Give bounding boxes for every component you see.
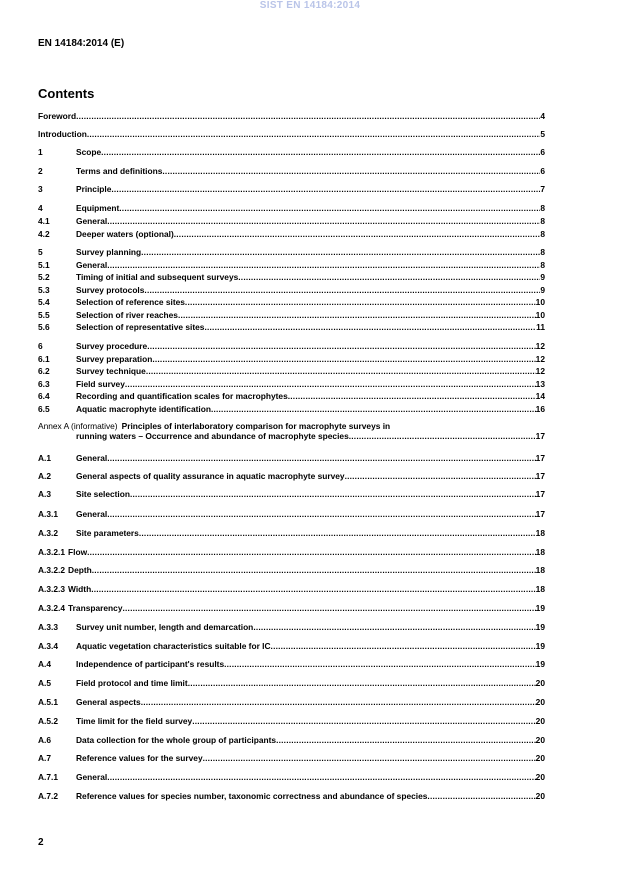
toc-entry-page: 9 [540,285,545,295]
toc-entry-number: 4 [38,203,43,213]
leader-dots [119,203,540,213]
leader-dots [192,716,535,726]
toc-entry-page: 20 [535,772,545,782]
leader-dots [122,603,535,613]
watermark: SIST EN 14184:2014 [259,0,361,11]
leader-dots [152,354,535,364]
toc-entry-page: 18 [535,584,545,594]
toc-entry-title: General [76,509,108,519]
toc-entry[interactable] [38,285,545,295]
toc-entry[interactable] [38,489,545,499]
toc-entry-page: 17 [535,431,545,441]
leader-dots [162,166,540,176]
toc-entry-page: 20 [535,753,545,763]
toc-entry-number: 2 [38,166,43,176]
leader-dots [253,622,535,632]
toc-entry[interactable] [38,203,545,213]
leader-dots [91,584,535,594]
leader-dots [144,285,540,295]
toc-entry-title-cont: running waters – Occurrence and abundance of macrophyte species [76,431,349,441]
page-title: Contents [38,86,95,101]
toc-entry-page: 17 [535,509,545,519]
toc-entry-title: Selection of river reaches [76,310,178,320]
toc-entry-title: Transparency [68,603,123,613]
toc-entry[interactable] [38,354,545,364]
toc-entry-number: 6 [38,341,43,351]
toc-entry[interactable] [38,584,545,594]
toc-entry-page: 8 [540,203,545,213]
toc-entry-number: A.1 [38,453,52,463]
toc-entry[interactable] [38,641,545,651]
toc-entry-title: Survey preparation [76,354,153,364]
toc-entry[interactable] [38,471,545,481]
toc-entry[interactable] [38,659,545,669]
toc-entry[interactable] [38,528,545,538]
toc-entry-title: Field protocol and time limit [76,678,188,688]
toc-entry-number: A.3.2.3 [38,584,66,594]
annex-prefix: Annex A (informative) [38,421,118,431]
toc-entry[interactable] [38,509,545,519]
leader-dots [76,111,540,121]
leader-dots [87,129,540,139]
leader-dots [238,272,540,282]
toc-entry-title: Time limit for the field survey [76,716,193,726]
toc-entry[interactable] [38,391,545,401]
leader-dots [87,547,536,557]
toc-entry[interactable] [38,404,545,414]
toc-entry-number: 6.2 [38,366,50,376]
toc-entry-number: 4.1 [38,216,50,226]
toc-entry-title: General aspects [76,697,141,707]
toc-entry[interactable] [38,791,545,801]
toc-entry-title: Independence of participant's results [76,659,225,669]
toc-entry-number: A.7.1 [38,772,59,782]
toc-entry-title: Site selection [76,489,130,499]
toc-entry-title: Aquatic vegetation characteristics suitable for IC [76,641,271,651]
toc-entry-page: 17 [535,471,545,481]
toc-entry-page: 20 [535,791,545,801]
toc-entry[interactable] [38,216,545,226]
toc-entry-number: A.7 [38,753,52,763]
toc-entry-page: 9 [540,272,545,282]
toc-entry-title: Foreword [38,111,77,121]
leader-dots [188,678,536,688]
toc-entry-title: Depth [68,565,92,575]
toc-entry-number: 6.5 [38,404,50,414]
toc-entry-number: A.3.2.4 [38,603,66,613]
toc-entry[interactable] [38,129,545,139]
leader-dots [427,791,535,801]
toc-entry-title: Survey technique [76,366,146,376]
toc-entry-page: 17 [535,453,545,463]
toc-entry-title: Timing of initial and subsequent surveys [76,272,239,282]
toc-entry[interactable] [38,310,545,320]
toc-entry-page: 8 [540,229,545,239]
toc-entry-title: Scope [76,147,102,157]
leader-dots [107,260,540,270]
toc-entry[interactable] [38,453,545,463]
toc-entry-title: Equipment [76,203,120,213]
toc-entry[interactable] [38,184,545,194]
toc-entry[interactable] [38,565,545,575]
leader-dots [211,404,536,414]
toc-entry-number: 5.3 [38,285,50,295]
leader-dots [203,753,536,763]
toc-entry-title: General [76,216,108,226]
leader-dots [141,247,540,257]
toc-entry-page: 18 [535,528,545,538]
leader-dots [178,310,536,320]
toc-entry-page: 10 [535,310,545,320]
toc-entry-number: A.3.2 [38,528,59,538]
toc-entry-page: 12 [535,341,545,351]
toc-entry-number: 5.1 [38,260,50,270]
toc-entry-number: 1 [38,147,43,157]
toc-entry-page: 20 [535,735,545,745]
toc-entry-number: 5 [38,247,43,257]
toc-entry[interactable] [38,341,545,351]
leader-dots [345,471,536,481]
toc-entry[interactable] [38,297,545,307]
toc-entry-page: 12 [535,366,545,376]
toc-entry[interactable] [38,735,545,745]
toc-entry-page: 11 [536,322,545,332]
toc-entry[interactable] [38,716,545,726]
leader-dots [139,528,536,538]
toc-entry-title: Selection of representative sites [76,322,205,332]
leader-dots [224,659,536,669]
toc-entry-number: A.5.1 [38,697,59,707]
toc-entry[interactable] [38,772,545,782]
toc-entry-title: Survey protocols [76,285,145,295]
toc-entry-number: A.3 [38,489,52,499]
toc-entry[interactable] [38,366,545,376]
toc-entry-page: 4 [540,111,545,121]
toc-entry-page: 19 [535,622,545,632]
toc-entry-page: 20 [535,678,545,688]
leader-dots [288,391,536,401]
toc-entry-title: Site parameters [76,528,139,538]
toc-entry-title: Introduction [38,129,87,139]
toc-entry-page: 19 [535,641,545,651]
leader-dots [271,641,536,651]
toc-entry-title: Survey unit number, length and demarcation [76,622,254,632]
toc-entry-title: Data collection for the whole group of participants [76,735,277,745]
toc-entry-title: Selection of reference sites [76,297,185,307]
leader-dots [276,735,536,745]
toc-entry-page: 8 [540,247,545,257]
toc-entry-title: Width [68,584,92,594]
leader-dots [141,697,536,707]
toc-entry-page: 5 [540,129,545,139]
toc-entry-page: 12 [535,354,545,364]
leader-dots [204,322,536,332]
leader-dots [107,772,535,782]
toc-entry-title: Principle [76,184,112,194]
leader-dots [107,509,535,519]
toc-entry-title: Terms and definitions [76,166,163,176]
leader-dots [185,297,536,307]
toc-entry-number: 6.1 [38,354,50,364]
toc-entry[interactable] [38,678,545,688]
leader-dots [107,453,535,463]
toc-entry-number: A.3.3 [38,622,59,632]
toc-entry[interactable] [38,322,545,332]
toc-entry-title: General aspects of quality assurance in aquatic macrophyte survey [76,471,345,481]
toc-entry-page: 18 [535,547,545,557]
leader-dots [130,489,536,499]
toc-entry-page: 13 [535,379,545,389]
toc-entry-title: General [76,260,108,270]
toc-entry-number: 4.2 [38,229,50,239]
toc-entry-number: A.5.2 [38,716,59,726]
toc-entry-title: Flow [68,547,88,557]
toc-entry-page: 19 [535,659,545,669]
toc-entry-page: 8 [540,260,545,270]
toc-entry-title: General [76,772,108,782]
leader-dots [107,216,540,226]
toc-entry[interactable] [38,166,545,176]
toc-entry-page: 6 [540,147,545,157]
toc-entry[interactable] [38,229,545,239]
toc-entry-number: A.7.2 [38,791,59,801]
toc-entry-number: A.3.4 [38,641,59,651]
toc-entry[interactable] [38,603,545,613]
toc-entry[interactable] [38,622,545,632]
toc-entry-title: Principles of interlaboratory comparison for macrophyte surveys in [121,421,391,431]
toc-entry[interactable] [38,247,545,257]
toc-entry-title: Survey planning [76,247,142,257]
toc-entry-number: 5.4 [38,297,50,307]
toc-entry[interactable] [38,260,545,270]
toc-entry-page: 6 [540,166,545,176]
toc-entry-number: A.4 [38,659,52,669]
toc-entry-number: 5.2 [38,272,50,282]
leader-dots [125,379,536,389]
leader-dots [146,366,536,376]
toc-entry[interactable] [38,379,545,389]
toc-entry[interactable] [38,147,545,157]
leader-dots [349,431,536,441]
toc-entry-page: 16 [535,404,545,414]
toc-entry-number: A.2 [38,471,52,481]
leader-dots [92,565,536,575]
toc-entry-number: A.6 [38,735,52,745]
leader-dots [101,147,540,157]
toc-entry-number: 6.4 [38,391,50,401]
toc-entry-page: 8 [540,216,545,226]
toc-entry-number: A.3.2.2 [38,565,66,575]
toc-entry[interactable] [38,697,545,707]
toc-entry-title: Deeper waters (optional) [76,229,174,239]
toc-entry-page: 18 [535,565,545,575]
toc-entry[interactable] [38,547,545,557]
toc-entry-title: Reference values for species number, taxonomic correctness and abundance of species [76,791,428,801]
toc-entry-title: Field survey [76,379,125,389]
toc-entry-number: A.5 [38,678,52,688]
document-id: EN 14184:2014 (E) [38,38,125,49]
leader-dots [111,184,540,194]
toc-entry-number: A.3.1 [38,509,59,519]
toc-entry-number: 5.6 [38,322,50,332]
toc-entry-title: Recording and quantification scales for macrophytes [76,391,288,401]
toc-entry-number: 3 [38,184,43,194]
toc-entry-title: Survey procedure [76,341,148,351]
leader-dots [174,229,541,239]
toc-entry-page: 14 [535,391,545,401]
toc-entry-page: 10 [535,297,545,307]
toc-entry[interactable] [38,421,545,441]
toc-entry-page: 19 [535,603,545,613]
toc-entry-title: General [76,453,108,463]
toc-entry-number: A.3.2.1 [38,547,66,557]
toc-entry[interactable] [38,272,545,282]
toc-entry-title: Reference values for the survey [76,753,203,763]
page-number: 2 [38,837,44,848]
toc-entry-page: 7 [540,184,545,194]
leader-dots [147,341,535,351]
toc-entry-page: 20 [535,697,545,707]
toc-entry-page: 17 [535,489,545,499]
toc-entry[interactable] [38,111,545,121]
toc-entry-title: Aquatic macrophyte identification [76,404,211,414]
toc-entry-page: 20 [535,716,545,726]
toc-entry-number: 6.3 [38,379,50,389]
toc-entry-number: 5.5 [38,310,50,320]
toc-entry[interactable] [38,753,545,763]
